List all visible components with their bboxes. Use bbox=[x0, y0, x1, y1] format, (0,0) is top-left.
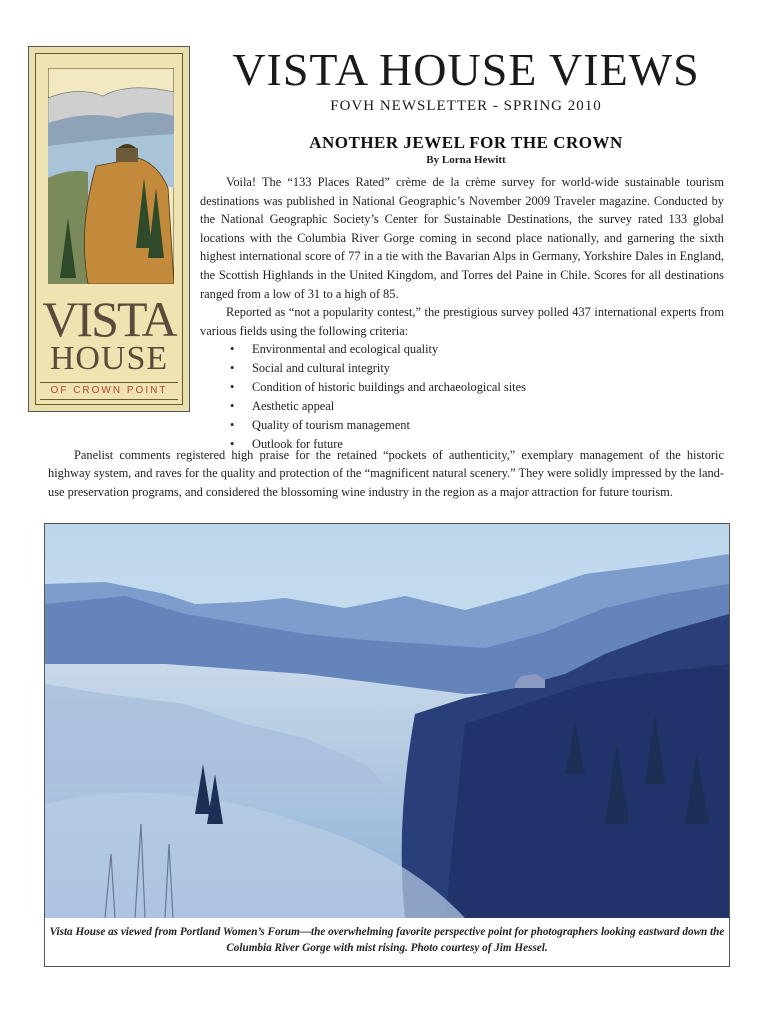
bullet-icon: • bbox=[230, 342, 235, 357]
criteria-item: • Condition of historic buildings and archaeological sites bbox=[200, 378, 724, 397]
article-column bbox=[200, 173, 724, 454]
criteria-item: • Environmental and ecological quality bbox=[200, 340, 724, 359]
bullet-icon: • bbox=[230, 380, 235, 395]
gorge-photo bbox=[45, 524, 729, 918]
article-paragraph-2: Reported as “not a popularity contest,” the prestigious survey polled 437 international experts from various fields using the following criteria: bbox=[200, 305, 724, 338]
issue-line: FOVH NEWSLETTER - SPRING 2010 bbox=[330, 98, 602, 114]
criteria-item: • Quality of tourism management bbox=[200, 416, 724, 435]
logo-vista-text: VISTA bbox=[42, 291, 176, 347]
gorge-photo-frame bbox=[44, 523, 730, 967]
article-paragraph-1: Voila! The “133 Places Rated” crème de la crème survey for world-wide sustainable tourism destinations was published in National Geographic’s November 2009 Traveler magazine. Conducted by the National Geographic Society’s Center for Sustainable Destinations, the survey rated 133 global locations with the Columbia River Gorge coming in second place nationally, and garnering the sixth highest international score of 77 in a tie with the Bavarian Alps in Germany, Yorkshire Dales in England, the Scottish Highlands in the United Kingdom, and Torres del Paine in Chile. Scores for all destinations ranged from a low of 31 to a high of 85. bbox=[200, 175, 724, 301]
vista-house-logo bbox=[28, 46, 190, 412]
logo-house-text: HOUSE bbox=[49, 340, 169, 377]
criteria-item: • Social and cultural integrity bbox=[200, 359, 724, 378]
bullet-icon: • bbox=[230, 437, 235, 452]
photo-caption: Vista House as viewed from Portland Women’s Forum—the overwhelming favorite perspective point for photographers looking eastward down the Columbia River Gorge with mist rising. Photo courtesy of Jim Hessel. bbox=[49, 926, 725, 954]
bullet-icon: • bbox=[230, 418, 235, 433]
bullet-icon: • bbox=[230, 361, 235, 376]
article-paragraph-3: Panelist comments registered high praise for the retained “pockets of authenticity,” exemplary management of the historic highway system, and raves for the quality and protection of the “magnificent natural scenery.” They were solidly impressed by the land-use preservation programs, and considered the blossoming wine industry in the region as a major attraction for future tourism. bbox=[48, 448, 724, 499]
logo-illustration bbox=[48, 68, 174, 284]
newsletter-masthead: VISTA HOUSE VIEWS bbox=[232, 44, 700, 95]
logo-frame bbox=[35, 53, 183, 405]
article-byline: By Lorna Hewitt bbox=[426, 154, 506, 166]
criteria-item: • Aesthetic appeal bbox=[200, 397, 724, 416]
article-wide-text bbox=[48, 446, 724, 501]
criteria-item: • Outlook for future bbox=[200, 435, 724, 454]
logo-crown-point-band: OF CROWN POINT bbox=[40, 382, 178, 400]
bullet-icon: • bbox=[230, 399, 235, 414]
article-headline: ANOTHER JEWEL FOR THE CROWN bbox=[309, 133, 623, 152]
criteria-list bbox=[200, 340, 724, 454]
